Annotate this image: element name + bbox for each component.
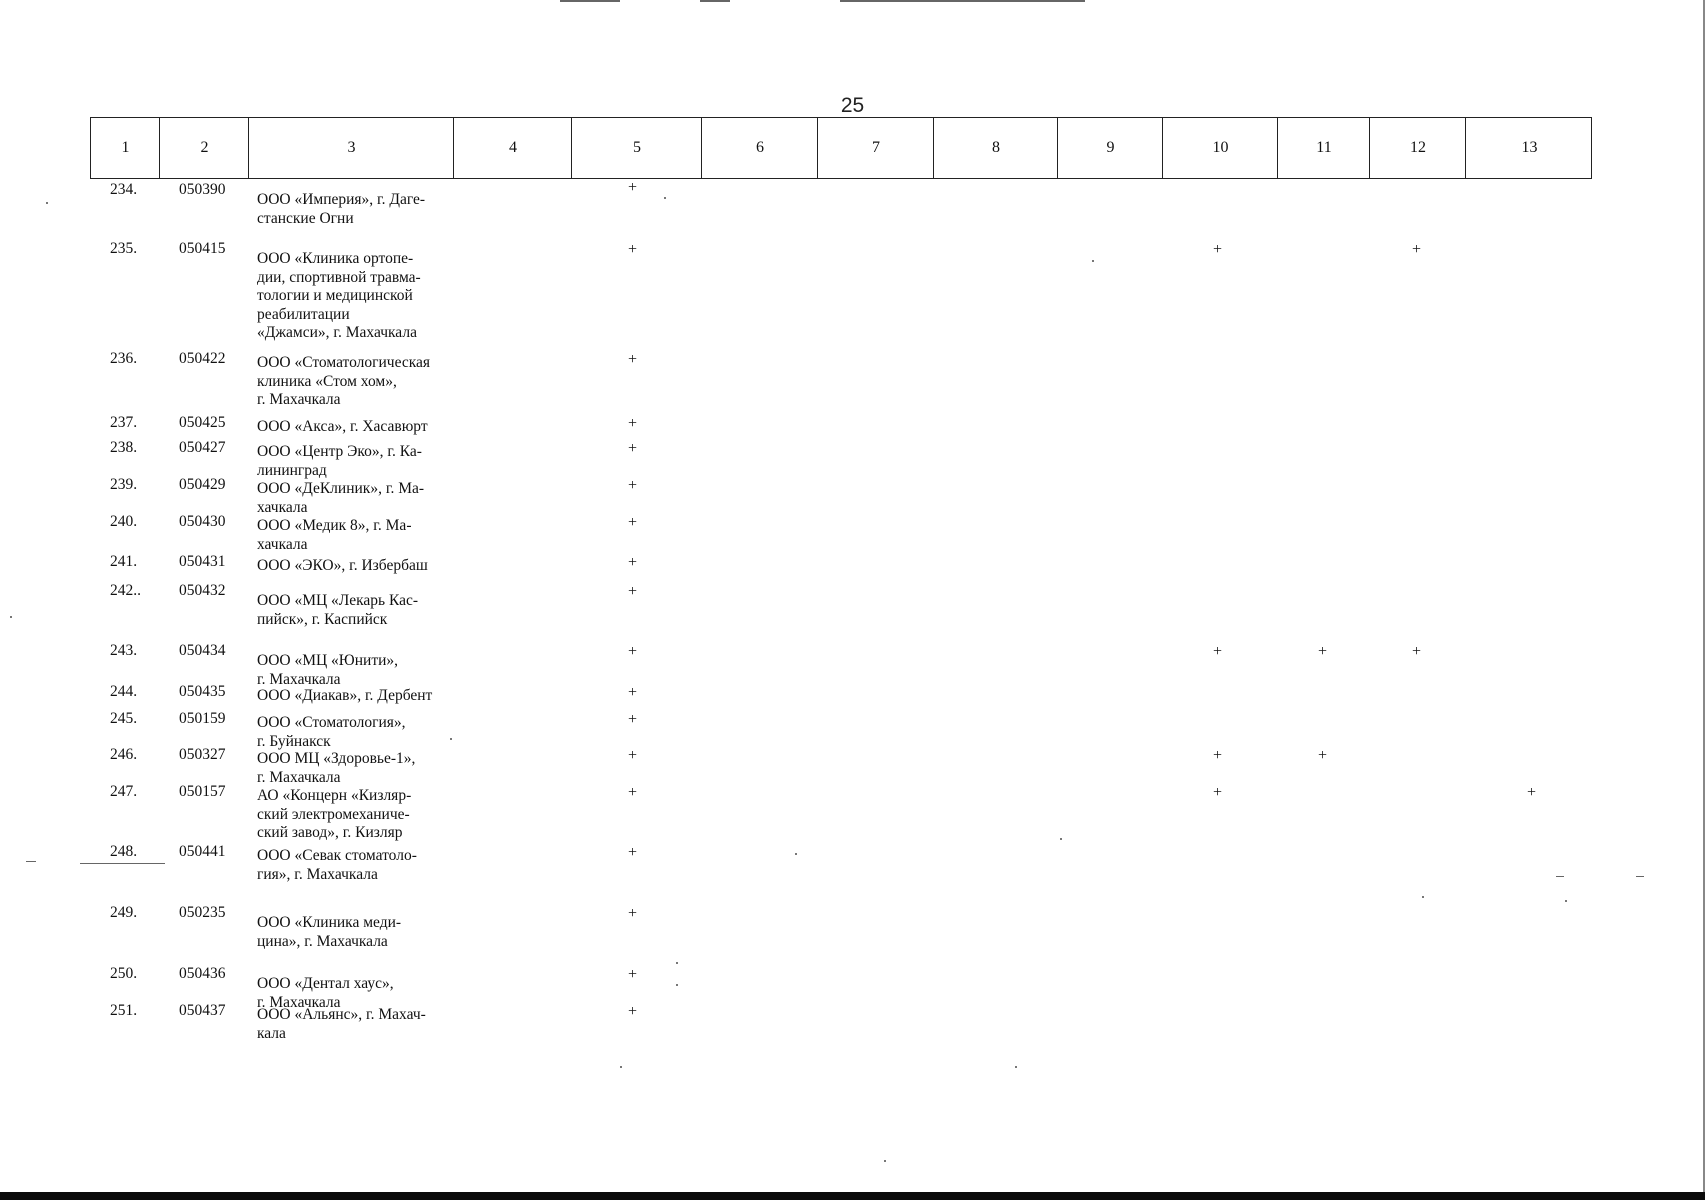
- column-header-12: 12: [1410, 139, 1426, 156]
- row-number: 243.: [110, 642, 138, 659]
- column-header-11: 11: [1316, 139, 1332, 156]
- row-code: 050436: [179, 965, 226, 982]
- scan-bottom-border: [0, 1192, 1705, 1200]
- row-number: 249.: [110, 904, 138, 921]
- column-header-9: 9: [1106, 139, 1115, 156]
- column-header-5: 5: [633, 139, 641, 156]
- scan-artifact: [80, 863, 165, 864]
- scan-artifact: [1556, 876, 1564, 877]
- row-code: 050441: [179, 843, 226, 860]
- mark-column-5: +: [628, 684, 638, 701]
- organization-name-line: ООО «Клиника меди-: [257, 914, 402, 931]
- organization-name-line: реабилитации: [257, 305, 350, 323]
- organization-name-line: г. Махачкала: [257, 391, 341, 408]
- organization-name-line: ООО «Империя», г. Даге-: [257, 191, 426, 208]
- organization-name: [257, 354, 430, 410]
- mark-column-5: +: [628, 905, 638, 922]
- scan-artifact: [795, 853, 797, 855]
- organization-name: [257, 443, 422, 480]
- row-code: 050327: [179, 746, 226, 763]
- organization-name-line: г. Махачкала: [257, 670, 341, 688]
- mark-column-11: +: [1318, 747, 1328, 764]
- mark-column-5: +: [628, 966, 638, 983]
- column-divider: [1057, 118, 1058, 178]
- mark-column-5: +: [628, 415, 638, 432]
- row-number: 238.: [110, 439, 138, 456]
- mark-column-5: +: [628, 514, 638, 531]
- scan-artifact: [46, 202, 48, 204]
- organization-name-line: пийск», г. Каспийск: [257, 610, 388, 628]
- organization-name: [257, 750, 415, 787]
- organization-name-line: тологии и медицинской: [257, 287, 413, 304]
- scan-artifact: [840, 0, 1085, 2]
- row-number: 248.: [110, 843, 138, 860]
- organization-name-line: ООО «Диакав», г. Дербент: [257, 687, 433, 704]
- row-code: 050157: [179, 783, 226, 800]
- organization-name-line: ский завод», г. Кизляр: [257, 824, 403, 841]
- row-code: 050159: [179, 710, 226, 727]
- organization-name-line: АО «Концерн «Кизляр-: [257, 787, 412, 804]
- organization-name: [257, 714, 406, 751]
- mark-column-11: +: [1318, 643, 1328, 660]
- column-divider: [159, 118, 160, 178]
- organization-name: [257, 557, 428, 576]
- organization-name: [257, 787, 411, 843]
- organization-name-line: клиника «Стом хом»,: [257, 372, 397, 390]
- row-code: 050429: [179, 476, 226, 493]
- row-number: 235.: [110, 240, 138, 257]
- organization-name-line: ООО «Стоматология»,: [257, 714, 406, 731]
- row-code: 050437: [179, 1002, 226, 1019]
- row-number: 241.: [110, 553, 138, 570]
- organization-name: [257, 191, 425, 228]
- mark-column-10: +: [1213, 241, 1223, 258]
- scan-artifact: [1565, 900, 1567, 902]
- scan-artifact: [700, 0, 730, 2]
- row-number: 240.: [110, 513, 138, 530]
- organization-name: [257, 652, 398, 689]
- mark-column-5: +: [628, 643, 638, 660]
- row-number: 250.: [110, 965, 138, 982]
- column-divider: [248, 118, 249, 178]
- mark-column-5: +: [628, 747, 638, 764]
- row-code: 050431: [179, 553, 226, 570]
- mark-column-5: +: [628, 583, 638, 600]
- column-header-8: 8: [992, 139, 1000, 156]
- organization-name: [257, 914, 401, 951]
- column-divider: [933, 118, 934, 178]
- mark-column-5: +: [628, 844, 638, 861]
- organization-name-line: хачкала: [257, 535, 308, 553]
- scan-artifact: [450, 738, 452, 740]
- organization-name-line: цина», г. Махачкала: [257, 932, 388, 950]
- organization-name-line: дии, спортивной травма-: [257, 268, 421, 286]
- column-divider: [817, 118, 818, 178]
- scan-artifact: [676, 962, 678, 964]
- organization-name-line: ский электромеханиче-: [257, 805, 410, 823]
- mark-column-12: +: [1412, 643, 1422, 660]
- mark-column-5: +: [628, 440, 638, 457]
- row-code: 050430: [179, 513, 226, 530]
- organization-name-line: ООО «Дентал хаус»,: [257, 975, 394, 992]
- scan-artifact: [884, 1160, 886, 1162]
- row-number: 251.: [110, 1002, 138, 1019]
- organization-name: [257, 1006, 426, 1043]
- column-divider: [1465, 118, 1466, 178]
- column-divider: [1277, 118, 1278, 178]
- row-number: 247.: [110, 783, 138, 800]
- scan-artifact: [1060, 838, 1062, 840]
- row-code: 050390: [179, 181, 226, 198]
- row-number: 234.: [110, 181, 138, 198]
- organization-name-line: станские Огни: [257, 209, 354, 227]
- row-number: 239.: [110, 476, 138, 493]
- column-header-6: 6: [756, 139, 764, 156]
- mark-column-5: +: [628, 351, 638, 368]
- row-number: 244.: [110, 683, 138, 700]
- organization-name-line: ООО «Стоматологическая: [257, 354, 431, 371]
- mark-column-5: +: [628, 477, 638, 494]
- organization-name-line: ООО «Клиника ортопе-: [257, 250, 414, 267]
- mark-column-13: +: [1527, 784, 1537, 801]
- organization-name-line: ООО «Севак стоматоло-: [257, 847, 417, 864]
- column-divider: [453, 118, 454, 178]
- mark-column-10: +: [1213, 747, 1223, 764]
- mark-column-5: +: [628, 711, 638, 728]
- mark-column-5: +: [628, 554, 638, 571]
- organization-name-line: гия», г. Махачкала: [257, 865, 378, 883]
- organization-name-line: г. Махачкала: [257, 768, 341, 786]
- row-number: 242..: [110, 582, 141, 599]
- organization-name: [257, 480, 424, 517]
- column-header-3: 3: [347, 139, 356, 156]
- column-divider: [1162, 118, 1163, 178]
- column-divider: [1369, 118, 1370, 178]
- organization-name-line: ООО «Альянс», г. Махач-: [257, 1006, 426, 1023]
- row-number: 236.: [110, 350, 138, 367]
- column-header-7: 7: [872, 139, 880, 156]
- scan-artifact: [26, 861, 36, 862]
- mark-column-5: +: [628, 1003, 638, 1020]
- organization-name-line: г. Буйнакск: [257, 732, 331, 750]
- organization-name: [257, 418, 428, 437]
- scan-artifact: [10, 616, 12, 618]
- column-header-10: 10: [1212, 139, 1229, 156]
- row-code: 050427: [179, 439, 226, 456]
- scan-artifact: [1636, 876, 1644, 877]
- organization-name-line: ООО МЦ «Здоровье-1»,: [257, 750, 416, 767]
- organization-name-line: ООО «МЦ «Лекарь Кас-: [257, 592, 419, 609]
- organization-name-line: ООО «Акса», г. Хасавюрт: [257, 418, 428, 435]
- row-code: 050415: [179, 240, 226, 257]
- column-header-2: 2: [200, 139, 209, 156]
- organization-name: [257, 250, 421, 343]
- organization-name-line: кала: [257, 1024, 286, 1042]
- organization-name-line: хачкала: [257, 498, 308, 516]
- organization-name-line: ООО «Центр Эко», г. Ка-: [257, 443, 422, 460]
- organization-name: [257, 687, 432, 706]
- column-header-1: 1: [121, 139, 130, 156]
- column-divider: [571, 118, 572, 178]
- organization-name: [257, 592, 418, 629]
- row-code: 050425: [179, 414, 226, 431]
- column-divider: [701, 118, 702, 178]
- mark-column-5: +: [628, 241, 638, 258]
- scan-artifact: [1422, 896, 1424, 898]
- organization-name-line: ООО «МЦ «Юнити»,: [257, 652, 399, 669]
- organization-name-line: г. Махачкала: [257, 993, 341, 1011]
- scan-artifact: [560, 0, 620, 2]
- row-number: 237.: [110, 414, 138, 431]
- row-code: 050432: [179, 582, 226, 599]
- organization-name-line: ООО «ЭКО», г. Избербаш: [257, 557, 428, 574]
- row-code: 050435: [179, 683, 226, 700]
- scan-artifact: [1015, 1066, 1017, 1068]
- scan-artifact: [664, 197, 666, 199]
- column-header-13: 13: [1521, 139, 1538, 156]
- row-code: 050422: [179, 350, 226, 367]
- column-header-4: 4: [509, 139, 517, 156]
- organization-name-line: лининград: [257, 461, 327, 479]
- page-number: 25: [840, 94, 865, 117]
- organization-name-line: «Джамси», г. Махачкала: [257, 324, 417, 341]
- mark-column-5: +: [628, 784, 638, 801]
- row-code: 050235: [179, 904, 226, 921]
- organization-name: [257, 517, 411, 554]
- mark-column-10: +: [1213, 643, 1223, 660]
- mark-column-12: +: [1412, 241, 1422, 258]
- row-code: 050434: [179, 642, 226, 659]
- scan-artifact: [676, 984, 678, 986]
- organization-name-line: ООО «Медик 8», г. Ма-: [257, 517, 412, 534]
- table-header-row: [90, 117, 1592, 179]
- mark-column-5: +: [628, 179, 638, 196]
- row-number: 246.: [110, 746, 138, 763]
- row-number: 245.: [110, 710, 138, 727]
- scan-artifact: [1092, 260, 1094, 262]
- mark-column-10: +: [1213, 784, 1223, 801]
- organization-name: [257, 847, 417, 884]
- scan-artifact: [620, 1066, 622, 1068]
- organization-name-line: ООО «ДеКлиник», г. Ма-: [257, 480, 425, 497]
